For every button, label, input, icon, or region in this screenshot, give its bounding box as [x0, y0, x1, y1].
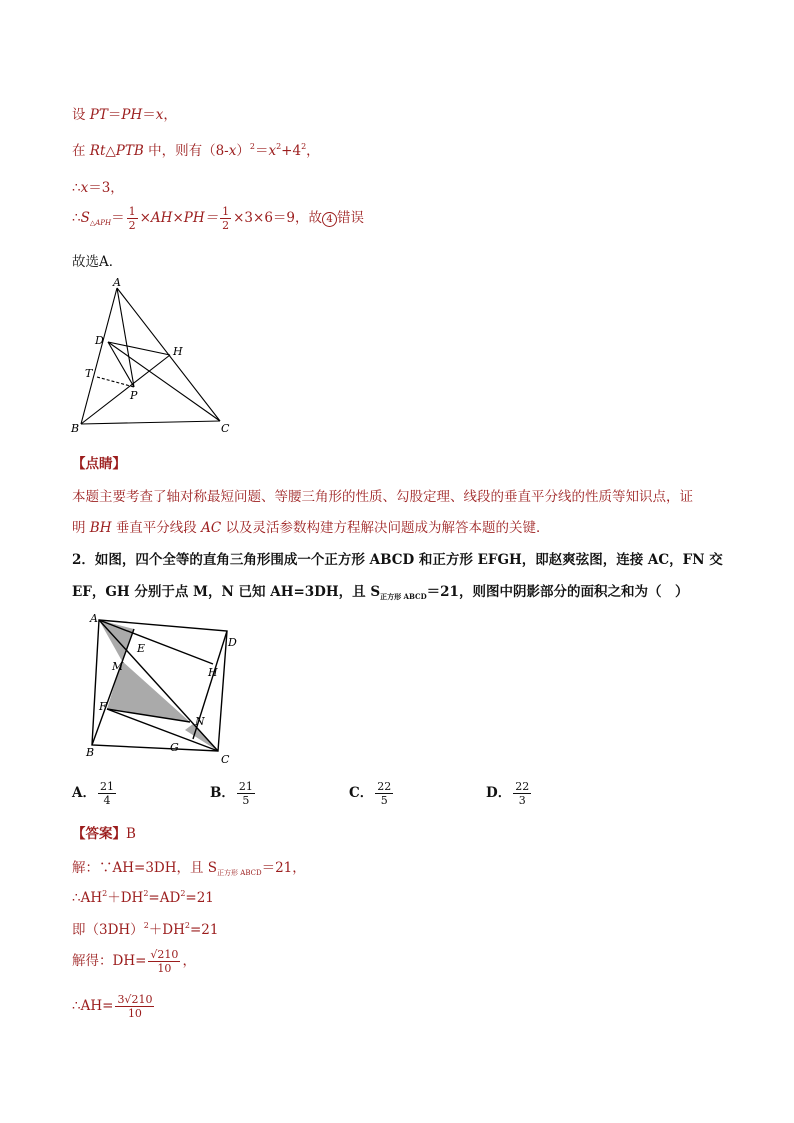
- label-c: C: [221, 422, 230, 435]
- text: 解得：DH=: [72, 953, 147, 969]
- fraction: [220, 205, 231, 232]
- label-b: B: [71, 422, 80, 435]
- segment-bc: [81, 421, 220, 424]
- exponent: 2: [301, 142, 307, 151]
- segment-bh: [81, 355, 170, 424]
- answer-line: [72, 822, 136, 842]
- subscript: 正方形 ABCD: [380, 592, 427, 601]
- text: 错误: [337, 210, 365, 226]
- text: ＋DH: [107, 890, 144, 906]
- label-p: P: [130, 389, 138, 402]
- denominator: 2: [222, 219, 230, 232]
- label-d: D: [228, 636, 237, 649]
- var: x: [268, 143, 277, 159]
- numerator: 21: [99, 780, 114, 793]
- text: =21: [185, 890, 214, 906]
- label-d: D: [95, 334, 104, 347]
- question-2-line-2: [72, 580, 688, 602]
- var: PH: [121, 107, 143, 123]
- fraction: [375, 780, 393, 807]
- var: x: [228, 143, 237, 159]
- text: ＝3，: [88, 180, 124, 196]
- solution-line-3: [72, 176, 124, 196]
- text: ＝: [111, 210, 125, 226]
- answer-value: B: [126, 826, 136, 842]
- fraction: [127, 205, 138, 232]
- text: ＝: [107, 107, 122, 123]
- exponent: 2: [180, 889, 186, 898]
- choice-letter: C．: [349, 785, 374, 801]
- answer-step-1: [72, 856, 306, 878]
- choice-c[interactable]: [349, 780, 395, 807]
- text: ×AH×PH＝: [139, 210, 219, 226]
- text: ＝: [142, 107, 156, 123]
- denominator: 3: [518, 794, 526, 807]
- text: ＝21，: [261, 860, 306, 876]
- figure-lines: [81, 288, 220, 424]
- numerator: √210: [150, 948, 179, 961]
- var: AC: [201, 520, 222, 536]
- text: 设: [72, 107, 90, 123]
- exponent: 2: [143, 889, 149, 898]
- answer-step-3: [72, 918, 218, 938]
- denominator: 2: [128, 219, 136, 232]
- label-a: A: [113, 276, 121, 289]
- text: 明: [72, 520, 90, 536]
- text: 中，则有（8-: [143, 143, 229, 159]
- numerator: 22: [377, 780, 392, 793]
- text: 垂直平分线段: [111, 520, 202, 536]
- var: x: [80, 180, 89, 196]
- exponent: 2: [184, 921, 190, 930]
- segment-tp-dashed: [97, 377, 134, 387]
- var: S: [80, 210, 90, 226]
- denominator: 5: [380, 794, 388, 807]
- text: 在: [72, 143, 90, 159]
- text: ＝21，则图中阴影部分的面积之和为（ ）: [426, 584, 689, 600]
- label-n: N: [195, 715, 205, 728]
- text: EF，GH 分别于点 M，N 已知 AH=3DH，且 S: [72, 584, 381, 600]
- label-f: F: [99, 700, 107, 713]
- solution-line-4: [72, 205, 364, 232]
- answer-step-5: [72, 993, 156, 1020]
- var: Rt△PTB: [89, 143, 144, 159]
- circled-number: 4: [322, 212, 337, 227]
- label-g: G: [170, 741, 179, 754]
- text: 以及灵活参数构建方程解决问题成为解答本题的关键．: [221, 520, 550, 536]
- denominator: 5: [242, 794, 250, 807]
- label-c: C: [221, 753, 230, 765]
- dianjing-text-1: 本题主要考查了轴对称最短问题、等腰三角形的性质、勾股定理、线段的垂直平分线的性质等知识点，证: [72, 489, 693, 505]
- fraction: [98, 780, 116, 807]
- subscript: △APH: [89, 219, 112, 227]
- zhaoshuang-figure: [82, 610, 252, 765]
- segment-ab: [81, 288, 117, 424]
- answer-header: 【答案】: [72, 826, 126, 842]
- shaded-triangle-bottom: [185, 724, 218, 751]
- text: ∴AH: [72, 890, 103, 906]
- text: 即（3DH）: [72, 922, 144, 938]
- numerator: 21: [238, 780, 253, 793]
- choice-d[interactable]: [486, 780, 533, 807]
- choice-letter: B．: [210, 785, 235, 801]
- answer-step-4: [72, 948, 196, 975]
- text: ×3×6＝9，故: [233, 210, 323, 226]
- exponent: 2: [102, 889, 108, 898]
- fraction: [115, 993, 154, 1020]
- denominator: 10: [157, 962, 172, 975]
- var: x: [155, 107, 164, 123]
- denominator: 4: [103, 794, 111, 807]
- choice-letter: A．: [72, 785, 96, 801]
- text: ∴: [72, 180, 81, 196]
- text: ∴AH=: [72, 998, 114, 1014]
- numerator: 1: [128, 205, 136, 218]
- text: ，: [306, 143, 320, 159]
- solution-line-2: [72, 139, 320, 159]
- text: ∴: [72, 210, 81, 226]
- label-h: H: [173, 345, 183, 358]
- var: PT: [89, 107, 108, 123]
- exponent: 2: [249, 142, 255, 151]
- fraction: [237, 780, 255, 807]
- solution-line-5: 故选A．: [72, 254, 123, 270]
- choice-b[interactable]: [210, 780, 257, 807]
- choice-a[interactable]: [72, 780, 118, 807]
- text: 解：∵AH=3DH，且 S: [72, 860, 218, 876]
- dianjing-header: 【点睛】: [72, 456, 126, 472]
- dianjing-text-2: [72, 516, 549, 536]
- text: ＝: [254, 143, 269, 159]
- var: BH: [89, 520, 112, 536]
- exponent: 2: [276, 142, 282, 151]
- denominator: 10: [127, 1007, 142, 1020]
- numerator: 3√210: [117, 993, 153, 1006]
- text: ，: [163, 107, 177, 123]
- text: ，: [182, 953, 196, 969]
- answer-step-2: [72, 886, 214, 906]
- numerator: 22: [515, 780, 530, 793]
- question-2-line-1: 2．如图，四个全等的直角三角形围成一个正方形 ABCD 和正方形 EFGH，即赵爽弦图，连接 AC，FN 交: [72, 552, 723, 568]
- fraction: [148, 948, 180, 975]
- solution-line-1: [72, 103, 177, 123]
- label-m: M: [112, 660, 124, 673]
- text: =21: [189, 922, 219, 938]
- label-e: E: [137, 642, 146, 655]
- choice-letter: D．: [486, 785, 512, 801]
- triangle-figure: [66, 276, 246, 438]
- numerator: 1: [222, 205, 230, 218]
- label-a: A: [90, 612, 98, 625]
- text: ＋DH: [148, 922, 185, 938]
- exponent: 2: [143, 921, 149, 930]
- subscript: 正方形 ABCD: [217, 869, 262, 877]
- label-t: T: [85, 367, 93, 380]
- text: +4: [281, 143, 302, 159]
- text: ）: [236, 143, 250, 159]
- label-h: H: [208, 666, 218, 679]
- fraction: [513, 780, 531, 807]
- label-b: B: [86, 746, 95, 759]
- text: =AD: [148, 890, 181, 906]
